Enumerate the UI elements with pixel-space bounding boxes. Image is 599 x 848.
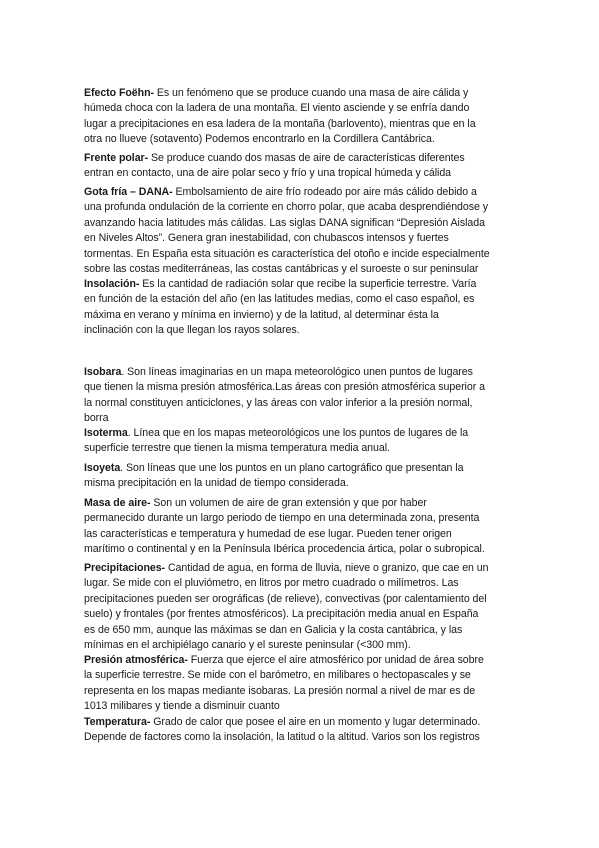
entry-frente-polar: Frente polar- Se produce cuando dos masas de aire de características diferentes entran en contacto, una de aire polar seco y frío y una tropical húmeda y cálida (84, 152, 465, 180)
term-isobara: Isobara (84, 366, 122, 378)
entry-gota-fria: Gota fría – DANA- Embolsamiento de aire frío rodeado por aire más cálido debido a una profunda ondulación de la corriente en chorro polar, que acaba desprendiéndose y avanzando hacia latitudes más cálidas. Las siglas DANA significan “Depresión Aislada en Niveles Altos”. Genera gran inestabilidad, con chubascos intensos y fuertes tormentas. En España esta situación es característica del otoño e incide especialmente sobre las costas mediterráneas, las costas cantábricas y el suroeste o sur peninsular (84, 186, 490, 276)
term-isoyeta: Isoyeta (84, 462, 121, 474)
entry-isoterma: Isoterma. Línea que en los mapas meteorológicos une los puntos de lugares de la superficie terrestre que tienen la misma temperatura media anual. (84, 427, 469, 455)
term-isoterma: Isoterma (84, 427, 128, 439)
term-presion-atmosferica: Presión atmosférica- (84, 654, 188, 666)
term-masa-de-aire: Masa de aire- (84, 497, 151, 509)
term-efecto-foehn: Efecto Foëhn- (84, 87, 154, 99)
entry-presion-atmosferica: Presión atmosférica- Fuerza que ejerce el aire atmosférico por unidad de área sobre la superficie terrestre. Se mide con el barómetro, en milibares o hectopascales y se representa en los mapas mediante isobaras. La presión normal a nivel de mar es de 1013 milibares y tiende a disminuir cuanto (84, 654, 484, 713)
term-temperatura: Temperatura- (84, 716, 151, 728)
term-precipitaciones: Precipitaciones- (84, 562, 166, 574)
entry-insolacion: Insolación- Es la cantidad de radiación solar que recibe la superficie terrestre. Varía en función de la estación del año (en las latitudes medias, como el caso español, es máxima en verano y mínima en invierno) y de la latitud, al determinar ésta la inclinación con la que llegan los rayos solares. (84, 278, 477, 337)
entry-precipitaciones: Precipitaciones- Cantidad de agua, en forma de lluvia, nieve o granizo, que cae en un lugar. Se mide con el pluviómetro, en litros por metro cuadrado o milímetros. Las precipitaciones pueden ser orográficas (de relieve), convectivas (por calentamiento del suelo) y frontales (por frentes atmosféricos). La precipitación media anual en España es de 650 mm, aunque las máximas se dan en Galicia y la costa cantábrica, y las mínimas en el archipiélago canario y el sureste peninsular (<300 mm). (84, 562, 489, 652)
entry-isobara: Isobara. Son líneas imaginarias en un mapa meteorológico unen puntos de lugares que tienen la misma presión atmosférica.Las áreas con presión atmosférica superior a la normal constituyen anticiclones, y las áreas con valor inferior a la presión normal, borra (84, 366, 485, 425)
entry-isoyeta: Isoyeta. Son líneas que une los puntos en un plano cartográfico que presentan la misma precipitación en la unidad de tiempo considerada. (84, 462, 464, 490)
entry-temperatura: Temperatura- Grado de calor que posee el aire en un momento y lugar determinado. Depende de factores como la insolación, la latitud o la altitud. Varios son los registros (84, 716, 481, 744)
term-gota-fria: Gota fría – DANA- (84, 186, 173, 198)
entry-masa-de-aire: Masa de aire- Son un volumen de aire de gran extensión y que por haber permanecido durante un largo periodo de tiempo en una determinada zona, presenta las características e temperatura y humedad de ese lugar. Pueden tener origen marítimo o continental y en la Península Ibérica procedencia ártica, polar o subropical. (84, 497, 485, 556)
term-insolacion: Insolación- (84, 278, 140, 290)
term-frente-polar: Frente polar- (84, 152, 149, 164)
entry-efecto-foehn: Efecto Foëhn- Es un fenómeno que se produce cuando una masa de aire cálida y húmeda choca con la ladera de una montaña. El viento asciende y se enfría dando lugar a precipitaciones en esa ladera de la montaña (barlovento), mientras que en la otra no llueve (sotavento) Podemos encontrarlo en la Cordillera Cantábrica. (84, 87, 476, 146)
